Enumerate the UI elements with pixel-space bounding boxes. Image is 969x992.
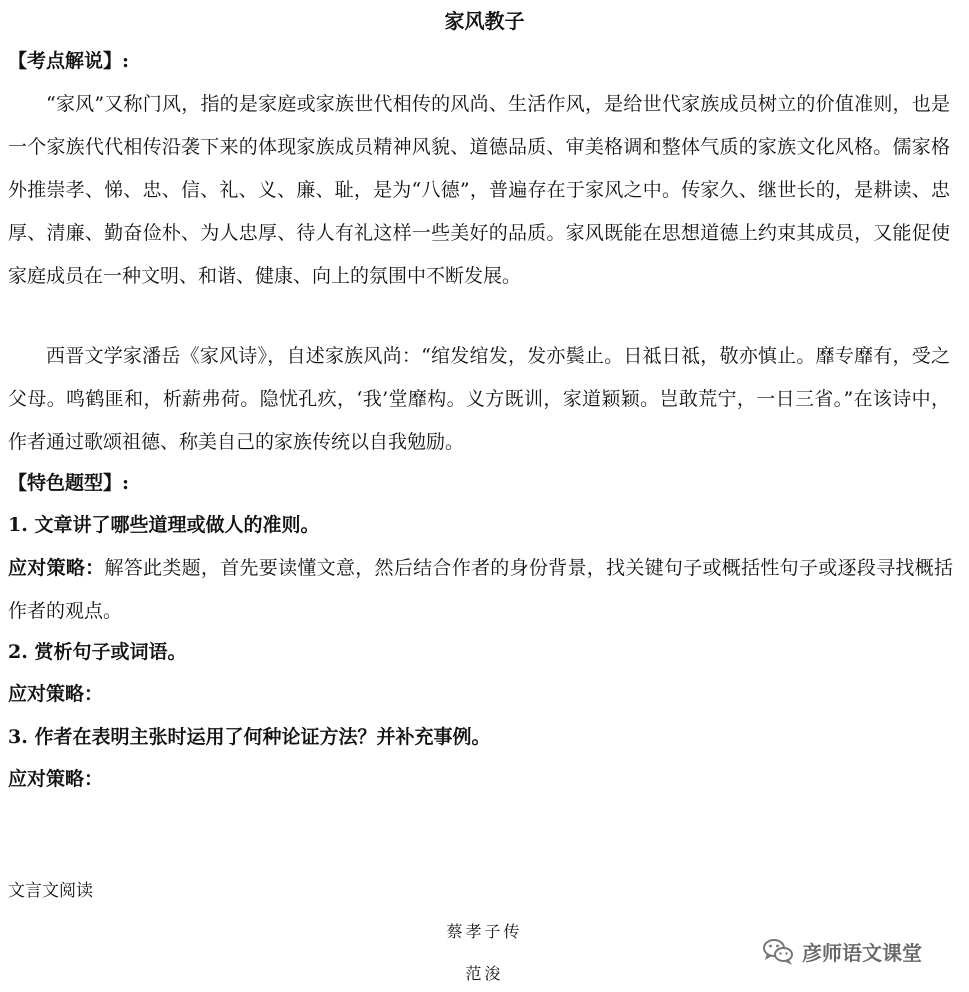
section-heading-question-types: 【特色题型】: — [8, 472, 130, 494]
paragraph-pan-yue-poem: 西晋文学家潘岳《家风诗》，自述家族风尚：“绾发绾发，发亦鬓止。日祗日祗，敬亦慎止。靡专靡有，受之父母。鸣鹤匪和，析薪弗荷。隐忧孔疚，‘我’堂靡构。义方既训，家道颖颖。岂敢荒宁，一日三省。”在该诗中，作者通过歌颂祖德、称美自己的家族传统以自我勉励。 — [8, 345, 950, 453]
strategy-1 — [8, 547, 953, 633]
wechat-icon — [762, 937, 794, 965]
section-heading-exam-points: 【考点解说】: — [8, 50, 130, 72]
paragraph-family-style-definition: “家风”又称门风，指的是家庭或家族世代相传的风尚、生活作风，是给世代家族成员树立的价值准则，也是一个家族代代相传沿袭下来的体现家族成员精神风貌、道德品质、审美格调和整体气质的家族文化风格。儒家格外推崇孝、悌、忠、信、礼、义、廉、耻，是为“八德”，普遍存在于家风之中。传家久、继世长的，是耕读、忠厚、清廉、勤奋俭朴、为人忠厚、待人有礼这样一些美好的品质。家风既能在思想道德上约束其成员，又能促使家庭成员在一种文明、和谐、健康、向上的氛围中不断发展。 — [8, 93, 950, 287]
strategy-1-label: 应对策略： — [8, 557, 105, 579]
question-2: 2. 赏析句子或词语。 — [8, 641, 187, 663]
classical-piece-title: 蔡孝子传 — [446, 922, 523, 941]
watermark — [762, 934, 922, 968]
strategy-2-label: 应对策略： — [8, 683, 104, 705]
page-title: 家风教子 — [444, 9, 525, 33]
classical-piece-author: 范浚 — [465, 964, 504, 983]
classical-reading-label: 文言文阅读 — [8, 881, 93, 901]
question-3: 3. 作者在表明主张时运用了何种论证方法？并补充事例。 — [8, 726, 491, 748]
strategy-3-label: 应对策略： — [8, 768, 104, 790]
strategy-1-text: 解答此类题，首先要读懂文意，然后结合作者的身份背景，找关键句子或概括性句子或逐段寻找概括作者的观点。 — [8, 557, 953, 622]
watermark-text: 彦师语文课堂 — [802, 940, 922, 965]
question-1: 1. 文章讲了哪些道理或做人的准则。 — [8, 514, 320, 536]
